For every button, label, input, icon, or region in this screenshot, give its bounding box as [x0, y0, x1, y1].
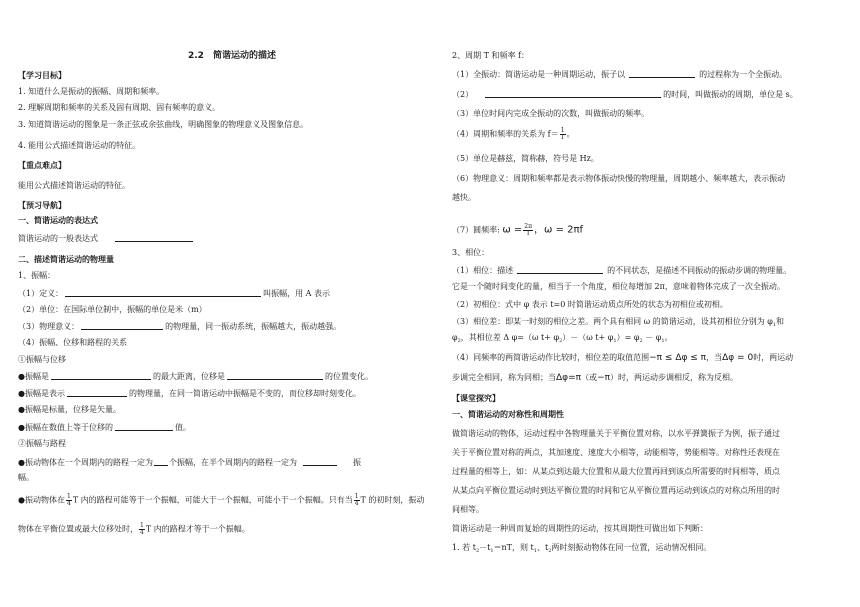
subscript: 2	[548, 548, 552, 554]
goal-3: 3. 知道简谐运动的图象是一条正弦或余弦曲线，明确图象的物理意义及图象信息。	[18, 120, 309, 129]
anti-phase-a: 步调完全相同，称为同相；当	[452, 373, 556, 382]
key-points-heading: 【重点难点】	[18, 161, 66, 170]
initial-phase: （2）初相位：式中 φ 表示 t=0 时简谐运动质点所处的状态为初相位或初相。	[452, 300, 728, 309]
period-frequency-relation	[452, 128, 575, 141]
quarter-fraction-2	[354, 494, 360, 507]
bullet-4-b: 值。	[174, 423, 191, 432]
phase-diff-h: 。	[664, 333, 673, 342]
physical-meaning-cont: 越快。	[452, 193, 476, 202]
key-points-text: 能用公式描述简谐运动的特征。	[18, 181, 130, 190]
bullet-5-blank-1[interactable]	[154, 458, 168, 466]
phase-definition-a: （1）相位：描述	[452, 266, 514, 275]
bullet-3: ●振幅是标量，位移是矢量。	[18, 405, 121, 414]
fraction-denominator: 4	[140, 529, 144, 536]
physical-meaning: （6）物理意义：周期和频率都是表示物体振动快慢的物理量，周期越小、频率越大，表示振动	[452, 174, 786, 183]
classroom-heading: 【课堂探究】	[452, 394, 500, 403]
phase-range-formula: −π ≤ Δφ ≤ π	[649, 353, 707, 363]
goals-heading: 【学习目标】	[18, 71, 66, 80]
phase-definition-blank[interactable]	[517, 266, 603, 274]
bullet-2-b: 的物理量，在同一简谐运动中振幅是不变的，而位移却时刻变化。	[128, 389, 361, 398]
full-vibration-a: （1）全振动：简谐运动是一种周期运动，振子以	[452, 70, 626, 79]
fraction-numerator: 1	[140, 522, 144, 529]
bullet-5-blank-2[interactable]	[303, 458, 337, 466]
subscript: 1	[533, 548, 537, 554]
phase-diff-a: （3）相位差：即某一时刻的相位之差。两个具有相同 ω 的简谐运动，设其初相位分别为 φ	[452, 317, 773, 326]
bullet-4	[18, 423, 191, 432]
pi-diff-formula: Δφ=π	[556, 373, 582, 383]
section-1-heading: 一、简谐运动的表达式	[18, 216, 98, 225]
bullet-1	[18, 372, 373, 381]
bullet-5-cont: 幅。	[18, 473, 34, 482]
symmetry-heading: 一、简谐运动的对称性和周期性	[452, 410, 564, 419]
bullet-1-b: 的最大距离，位移是	[152, 372, 225, 381]
bullet-5-b: 个振幅，在半个周期内的路程一定为	[168, 458, 297, 467]
minus-pi-formula: −π	[597, 373, 611, 383]
expression-line	[18, 234, 193, 243]
goal-4: 4. 能用公式描述简谐运动的特征。	[18, 141, 141, 150]
relation-b: 。	[566, 129, 575, 139]
symmetry-para-2: 关于平衡位置对称的两点，其加速度、速度大小相等，动能相等，势能相等。对称性还表现在	[452, 448, 780, 457]
amplitude-meaning-tail: 的物理量，同一振动系统，振幅越大，振动越强。	[165, 322, 342, 331]
subscript: 2	[559, 338, 563, 344]
phase-difference-formula	[452, 334, 673, 344]
amplitude-definition	[18, 289, 330, 298]
phase-heading: 3、相位：	[452, 248, 490, 257]
amplitude-meaning-blank[interactable]	[81, 322, 163, 330]
bullet-6-a: ●振动物体在	[18, 495, 65, 505]
expression-blank[interactable]	[115, 234, 193, 242]
period-definition-b: 的时间，叫做振动的周期，单位是 s。	[663, 90, 798, 99]
bullet-7-a: 物体在平衡位置或最大位移处时，	[18, 524, 138, 534]
period-definition-a: （2）	[452, 90, 474, 99]
bullet-1-a: ●振幅是	[18, 372, 49, 381]
symmetry-para-1: 做简谐运动的物体，运动过程中各物理量关于平衡位置对称，以水平弹簧振子为例，振子通过	[452, 429, 780, 438]
section-2-heading: 二、描述简谐运动的物理量	[18, 255, 114, 264]
quarter-fraction-1	[66, 494, 72, 507]
angular-frequency-label: （7）圆频率:	[452, 225, 500, 235]
periodicity-para: 简谐运动是一种周而复始的周期性的运动，按其周期性可做出如下判断：	[452, 524, 708, 533]
preview-heading: 【预习导航】	[18, 201, 66, 210]
full-vibration-blank[interactable]	[629, 70, 695, 78]
fraction-denominator: T	[526, 230, 531, 237]
symmetry-para-3: 过程量的相等上，如：从某点到达最大位置和从最大位置再回到该点所需要的时间相等，质点	[452, 467, 780, 476]
goal-2: 2. 理解周期和频率的关系及固有周期、固有频率的意义。	[18, 103, 221, 112]
phase-range	[452, 354, 793, 363]
fraction-denominator: 4	[354, 500, 359, 507]
phase-diff-g: － φ	[642, 333, 662, 342]
subscript: 1	[613, 338, 617, 344]
in-phase-anti-phase	[452, 374, 738, 383]
expression-label: 简谐运动的一般表达式	[18, 234, 98, 243]
phase-definition	[452, 266, 791, 275]
amplitude-heading: 1、振幅：	[18, 271, 56, 280]
phase-range-a: （4）同频率的两简谐运动作比较时，相位差的取值范围	[452, 353, 650, 362]
period-definition-blank[interactable]	[485, 90, 661, 98]
omega-formula-a: ω =	[502, 224, 523, 236]
subscript: 2	[457, 338, 461, 344]
two-pi-over-T-fraction	[523, 224, 533, 237]
bullet-5-c: 振	[352, 458, 361, 467]
subscript: 1	[490, 548, 494, 554]
phase-range-c: ，当	[706, 353, 723, 362]
bullet-2	[18, 389, 361, 398]
fraction-denominator: 4	[66, 500, 71, 507]
rule-1-a: 1. 若 t	[452, 543, 476, 552]
phase-definition-b: 的不同状态，是描述不同振动的振动步调的物理量。	[607, 266, 792, 275]
periodicity-rule-1	[452, 544, 711, 554]
subscript: 2	[639, 338, 643, 344]
subscript: 2	[475, 548, 480, 554]
period-frequency-heading: 2、周期 T 和频率 f：	[452, 51, 530, 60]
phi-symbol: φ	[452, 333, 458, 342]
page-title: 2.2 简谐运动的描述	[188, 51, 276, 61]
angular-frequency	[452, 224, 583, 237]
bullet-4-blank[interactable]	[115, 423, 173, 431]
full-vibration	[452, 70, 787, 79]
bullet-7	[18, 523, 250, 536]
bullet-2-blank[interactable]	[67, 389, 127, 397]
rule-1-d: 、t	[536, 543, 549, 552]
inverse-T-fraction	[560, 128, 566, 141]
rule-1-b: －t	[479, 543, 491, 552]
full-vibration-b: 的过程称为一个全振动。	[699, 70, 788, 79]
phase-diff-d: ，其相位差 Δ φ=（ω t+ φ	[460, 333, 560, 342]
period-definition	[452, 90, 798, 99]
amplitude-definition-tail: 叫振幅，用 A 表示	[263, 289, 330, 298]
symmetry-para-5: 间相等。	[452, 505, 484, 514]
phase-definition-cont: 它是一个随时间变化的量，相当于一个角度，相位每增加 2π，意味着物体完成了一次全振动。	[452, 282, 785, 291]
fraction-numerator: 1	[354, 493, 359, 500]
amplitude-vs-displacement: ①振幅与位移	[18, 355, 66, 364]
bullet-7-b: T 内的路程才等于一个振幅。	[145, 524, 250, 534]
bullet-2-a: ●振幅是表示	[18, 389, 65, 398]
rule-1-e: 两时刻振动物体在同一位置，运动情况相同。	[551, 543, 712, 552]
subscript: 1	[661, 338, 665, 344]
amplitude-vs-path: ②振幅与路程	[18, 439, 66, 448]
phase-difference	[452, 318, 784, 328]
anti-phase-e: ）时，两运动步调相反，称为反相。	[610, 373, 739, 382]
fraction-numerator: 1	[560, 127, 565, 134]
phase-diff-b: 和	[776, 317, 785, 326]
omega-formula-b: ，ω = 2πf	[534, 224, 584, 236]
anti-phase-c: （或	[581, 373, 598, 382]
bullet-4-a: ●振幅在数值上等于位移的	[18, 423, 113, 432]
phase-diff-f: ）= φ	[616, 333, 640, 342]
quarter-fraction-3	[139, 523, 145, 536]
amplitude-definition-label: （1）定义：	[18, 289, 64, 298]
fraction-numerator: 2π	[524, 223, 533, 230]
bullet-5	[18, 458, 361, 467]
frequency-definition: （3）单位时间内完成全振动的次数，叫做振动的频率。	[452, 109, 650, 118]
bullet-1-blank-1[interactable]	[51, 372, 151, 380]
rule-1-c: ＝nT，则 t	[493, 543, 534, 552]
bullet-6	[18, 494, 424, 507]
amplitude-unit: （2）单位：在国际单位制中，振幅的单位是米（m）	[18, 305, 207, 314]
fraction-denominator: T	[560, 134, 565, 141]
amplitude-meaning-label: （3）物理意义：	[18, 322, 80, 331]
bullet-6-b: T 内的路程可能等于一个振幅，可能大于一个振幅，可能小于一个振幅。只有当	[72, 495, 353, 505]
symmetry-para-4: 从某点向平衡位置运动时到达平衡位置的时间和它从平衡位置再运动到该点的对称点所用的时	[452, 486, 780, 495]
relation-a: （4）周期和频率的关系为 f＝	[452, 129, 559, 139]
bullet-1-c: 的位置变化。	[324, 372, 373, 381]
amplitude-relations: （4）振幅、位移和路程的关系	[18, 338, 128, 347]
bullet-1-blank-2[interactable]	[227, 372, 323, 380]
zero-diff-formula: Δφ = 0	[722, 353, 754, 363]
fraction-numerator: 1	[66, 493, 71, 500]
subscript: 1	[772, 322, 777, 328]
goal-1: 1. 知道什么是振动的振幅、周期和频率。	[18, 87, 165, 96]
phase-diff-e: ）－（ω t+ φ	[562, 333, 614, 342]
frequency-unit: （5）单位是赫兹，简称赫，符号是 Hz。	[452, 154, 599, 163]
phase-range-e: 时，两运动	[753, 353, 794, 362]
bullet-5-a: ●振动物体在一个周期内的路程一定为	[18, 458, 153, 467]
amplitude-definition-blank[interactable]	[65, 289, 261, 297]
bullet-6-c: T 的初时刻，振动	[360, 495, 425, 505]
amplitude-meaning	[18, 322, 341, 331]
